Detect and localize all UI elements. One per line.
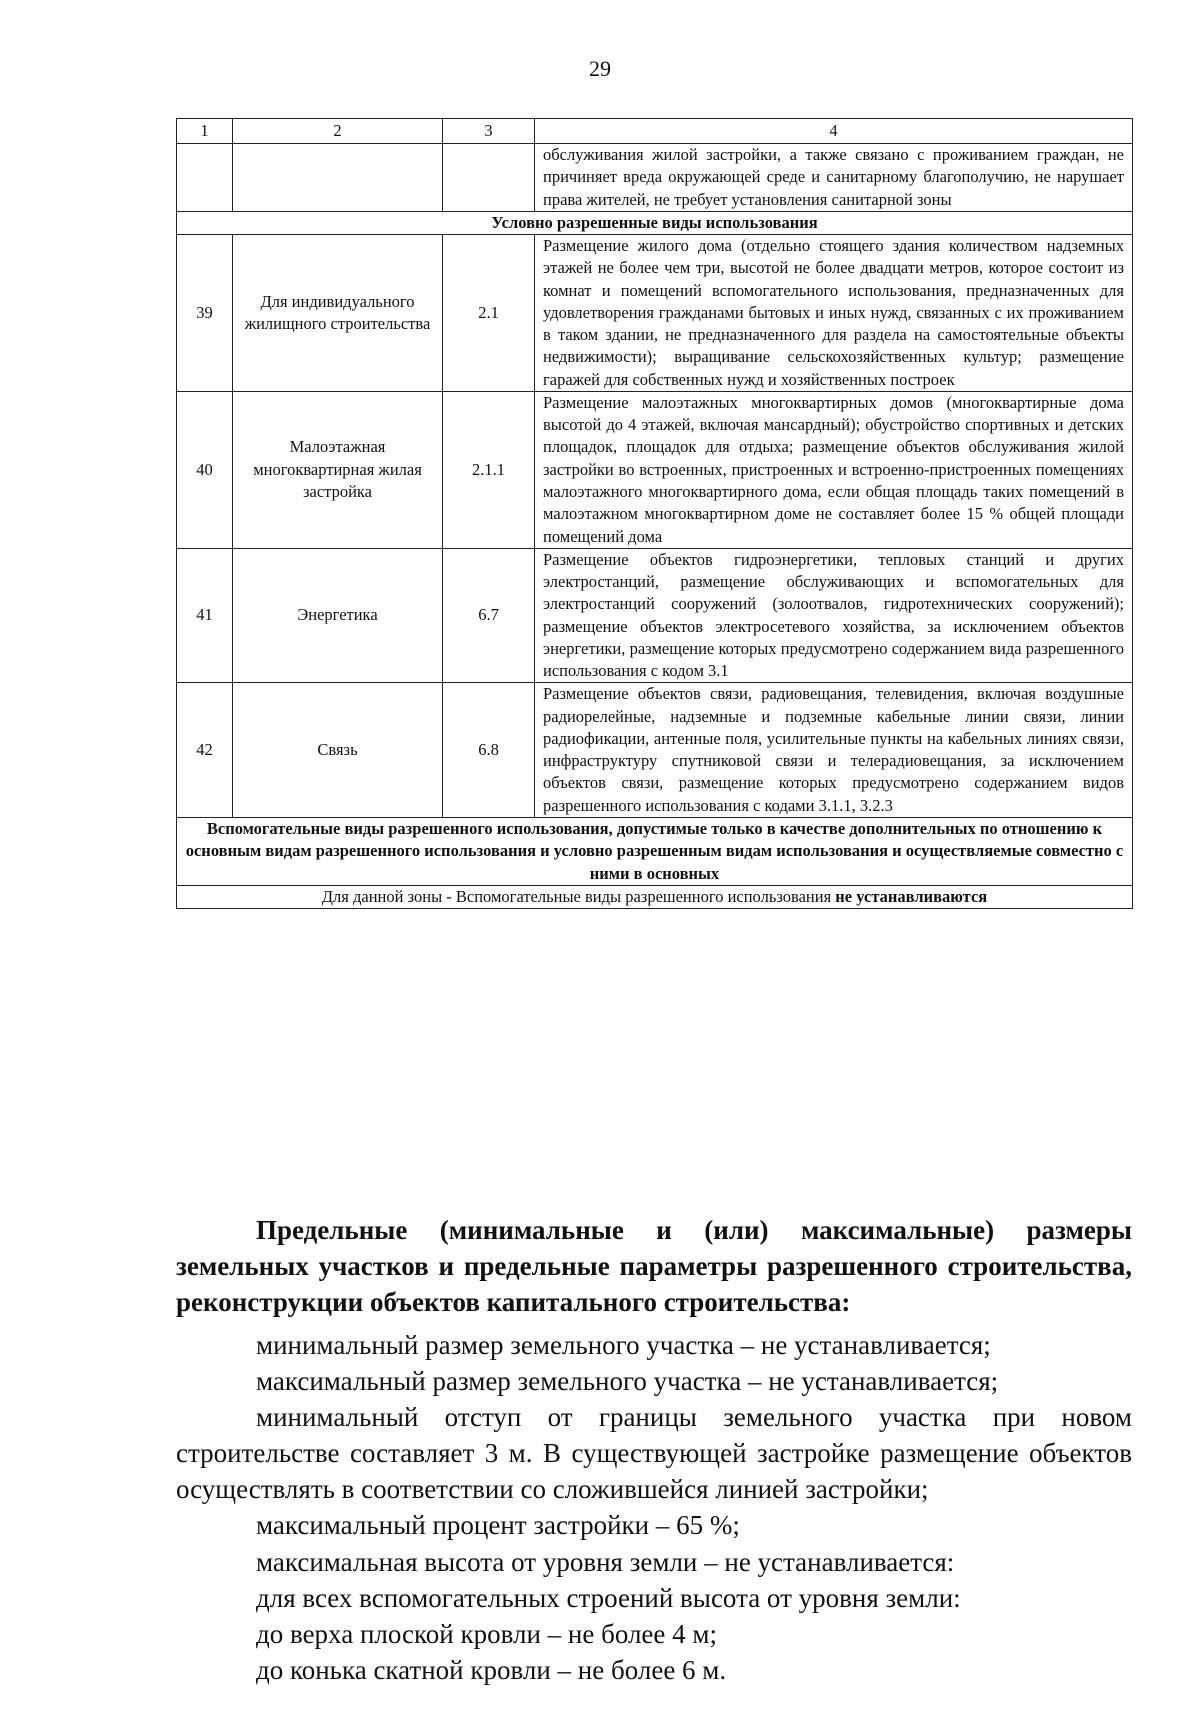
use-type-name: Малоэтажная многоквартирная жилая застройка (233, 391, 443, 548)
section-row-auxiliary (177, 817, 1133, 885)
land-use-table (176, 118, 1133, 909)
empty-cell (233, 144, 443, 212)
row-number: 39 (177, 235, 233, 392)
row-number: 41 (177, 548, 233, 683)
section-row-conditional (177, 211, 1133, 234)
footer-bold-text: не устанавливаются (835, 886, 988, 906)
row-number: 40 (177, 391, 233, 548)
use-type-description: Размещение объектов связи, радиовещания, телевидения, включая воздушные радиорелейные, надземные и подземные кабельные линии связи, линии радиофикации, антенные поля, усилительные пункты на кабельных линиях связи, инфраструктуру спутниковой связи и телерадиовещания, за исключением объектов связи, размещение которых предусмотрено содержанием видов разрешенного использования с кодами 3.1.1, 3.2.3 (535, 683, 1133, 818)
use-type-code: 2.1.1 (443, 391, 535, 548)
use-type-description: Размещение малоэтажных многоквартирных домов (многоквартирные дома высотой до 4 этажей, включая мансардный); обустройство спортивных и детских площадок, площадок для отдыха; размещение объектов обслуживания жилой застройки во встроенных, пристроенных и встроенно-пристроенных помещениях малоэтажного многоквартирного дома, если общая площадь таких помещений в малоэтажном многоквартирном доме не составляет более 15 % общей площади помещений дома (535, 391, 1133, 548)
table-row (177, 548, 1133, 683)
use-type-description: Размещение жилого дома (отдельно стоящего здания количеством надземных этажей не более чем три, высотой не более двадцати метров, которое состоит из комнат и помещений вспомогательного использования, предназначенных для удовлетворения гражданами бытовых и иных нужд, связанных с их проживанием в таком здании, не предназначенного для раздела на самостоятельные объекты недвижимости); выращивание сельскохозяйственных культур; размещение гаражей для собственных нужд и хозяйственных построек (535, 235, 1133, 392)
use-type-name: Связь (233, 683, 443, 818)
page-number: 29 (589, 56, 611, 81)
auxiliary-section-title: Вспомогательные виды разрешенного использования, допустимые только в качестве дополнительных по отношению к основным видам разрешенного использования и условно разрешенным видам использования и осуществляемые совместно с ними в основных (177, 817, 1133, 885)
limit-item: максимальный размер земельного участка – не устанавливается; (256, 1365, 999, 1396)
conditional-section-title: Условно разрешенные виды использования (177, 211, 1133, 234)
use-type-name: Энергетика (233, 548, 443, 683)
use-type-code: 2.1 (443, 235, 535, 392)
table-row (177, 683, 1133, 818)
column-header: 3 (443, 119, 535, 144)
limit-item: до конька скатной кровли – не более 6 м. (256, 1655, 727, 1686)
empty-cell (177, 144, 233, 212)
limit-item: до верха плоской кровли – не более 4 м; (256, 1618, 717, 1649)
column-header: 2 (233, 119, 443, 144)
limit-item: минимальный размер земельного участка – не устанавливается; (256, 1329, 991, 1360)
limits-title: Предельные (минимальные и (или) максимальные) размеры земельных участков и предельные параметры разрешенного строительства, реконструкции объектов капитального строительства: (176, 1215, 1132, 1318)
footer-text: Для данной зоны - Вспомогательные виды разрешенного использования (321, 886, 836, 906)
limit-item: для всех вспомогательных строений высота от уровня земли: (256, 1582, 961, 1613)
footer-row (177, 885, 1133, 908)
limit-item: минимальный отступ от границы земельного участка при новом строительстве составляет 3 м. В существующей застройке размещение объектов осуществлять в соответствии со сложившейся линией застройки; (176, 1401, 1132, 1505)
limit-item: максимальная высота от уровня земли – не устанавливается: (256, 1546, 955, 1577)
empty-cell (443, 144, 535, 212)
limit-item: максимальный процент застройки – 65 %; (256, 1510, 740, 1541)
use-type-code: 6.7 (443, 548, 535, 683)
auxiliary-footer (177, 885, 1133, 908)
table-row (177, 391, 1133, 548)
column-header: 1 (177, 119, 233, 144)
use-type-code: 6.8 (443, 683, 535, 818)
table-row (177, 235, 1133, 392)
continuation-description: обслуживания жилой застройки, а также связано с проживанием граждан, не причиняет вреда окружающей среде и санитарному благополучию, не нарушает права жителей, не требует установления санитарной зоны (535, 144, 1133, 212)
use-type-description: Размещение объектов гидроэнергетики, тепловых станций и других электростанций, размещение обслуживающих и вспомогательных для электростанций сооружений (золоотвалов, гидротехнических сооружений); размещение объектов электросетевого хозяйства, за исключением объектов энергетики, размещение которых предусмотрено содержанием вида разрешенного использования с кодом 3.1 (535, 548, 1133, 683)
limits-section (176, 1212, 1132, 1688)
row-number: 42 (177, 683, 233, 818)
table-row-continuation (177, 144, 1133, 212)
column-header: 4 (535, 119, 1133, 144)
use-type-name: Для индивидуального жилищного строительства (233, 235, 443, 392)
table-header-row (177, 119, 1133, 144)
